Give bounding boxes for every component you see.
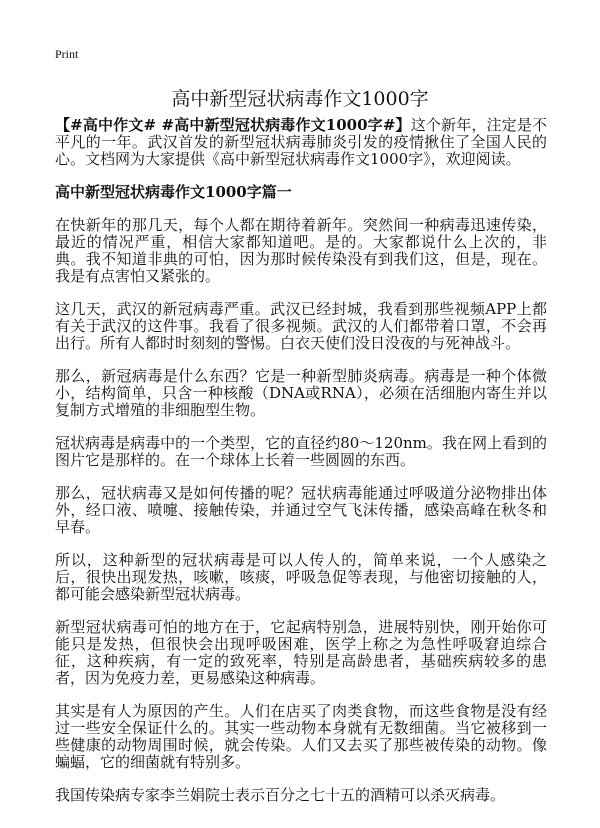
paragraph: 那么，新冠病毒是什么东西？它是一种新型肺炎病毒。病毒是一种个体微小，结构简单，只含一种核酸（DNA或RNA），必须在活细胞内寄生并以复制方式增殖的非细胞型生物。 — [55, 367, 547, 419]
intro-paragraph — [55, 117, 547, 168]
intro-tag: 【#高中作文# #高中新型冠状病毒作文1000字#】 — [55, 116, 411, 134]
paragraph: 我国传染病专家李兰娟院士表示百分之七十五的酒精可以杀灭病毒。 — [55, 786, 506, 804]
paragraph: 在快新年的那几天，每个人都在期待着新年。突然间一种病毒迅速传染，最近的情况严重，相信大家都知道吧。是的。大家都说什么上次的，非典。我不知道非典的可怕，因为那时候传染没有到我们这，但是，现在。我是有点害怕又紧张的。 — [55, 216, 547, 285]
paragraph: 其实是有人为原因的产生。人们在店买了肉类食物，而这些食物是没有经过一些安全保证什么的。其实一些动物本身就有无数细菌。当它被移到一些健康的动物周围时候，就会传染。人们又去买了那些被传染的动物。像蝙蝠，它的细菌就有特别多。 — [55, 702, 547, 771]
section-heading: 高中新型冠状病毒作文1000字篇一 — [55, 183, 292, 201]
intro-text: 这个新年，注定是不平凡的一年。武汉首发的新型冠状病毒肺炎引发的疫情揪住了全国人民的心。文档网为大家提供《高中新型冠状病毒作文1000字》，欢迎阅读。 — [55, 116, 547, 168]
paragraph: 新型冠状病毒可怕的地方在于，它起病特别急，进展特别快，刚开始你可能只是发热，但很快会出现呼吸困难，医学上称之为急性呼吸窘迫综合征，这种疾病，有一定的致死率，特别是高龄患者，基础疾病较多的患者，因为免疫力差，更易感染这种病毒。 — [55, 618, 547, 687]
page-title: 高中新型冠状病毒作文1000字 — [171, 88, 429, 110]
paragraph: 所以，这种新型的冠状病毒是可以人传人的，简单来说，一个人感染之后，很快出现发热，咳嗽，咳痰，呼吸急促等表现，与他密切接触的人，都可能会感染新型冠状病毒。 — [55, 551, 547, 603]
paragraph: 这几天，武汉的新冠病毒严重。武汉已经封城，我看到那些视频APP上都有关于武汉的这件事。我看了很多视频。武汉的人们都带着口罩，不会再出行。所有人都时时刻刻的警惕。白衣天使们没日没夜的与死神战斗。 — [55, 300, 547, 352]
paragraph: 那么，冠状病毒又是如何传播的呢？冠状病毒能通过呼吸道分泌物排出体外，经口液、喷嚏、接触传染，并通过空气飞沫传播，感染高峰在秋冬和早春。 — [55, 484, 547, 536]
article-body — [55, 117, 547, 820]
paragraph: 冠状病毒是病毒中的一个类型，它的直径约80～120nm。我在网上看到的图片它是那样的。在一个球体上长着一些圆圆的东西。 — [55, 434, 547, 469]
print-link[interactable]: Print — [55, 47, 79, 61]
